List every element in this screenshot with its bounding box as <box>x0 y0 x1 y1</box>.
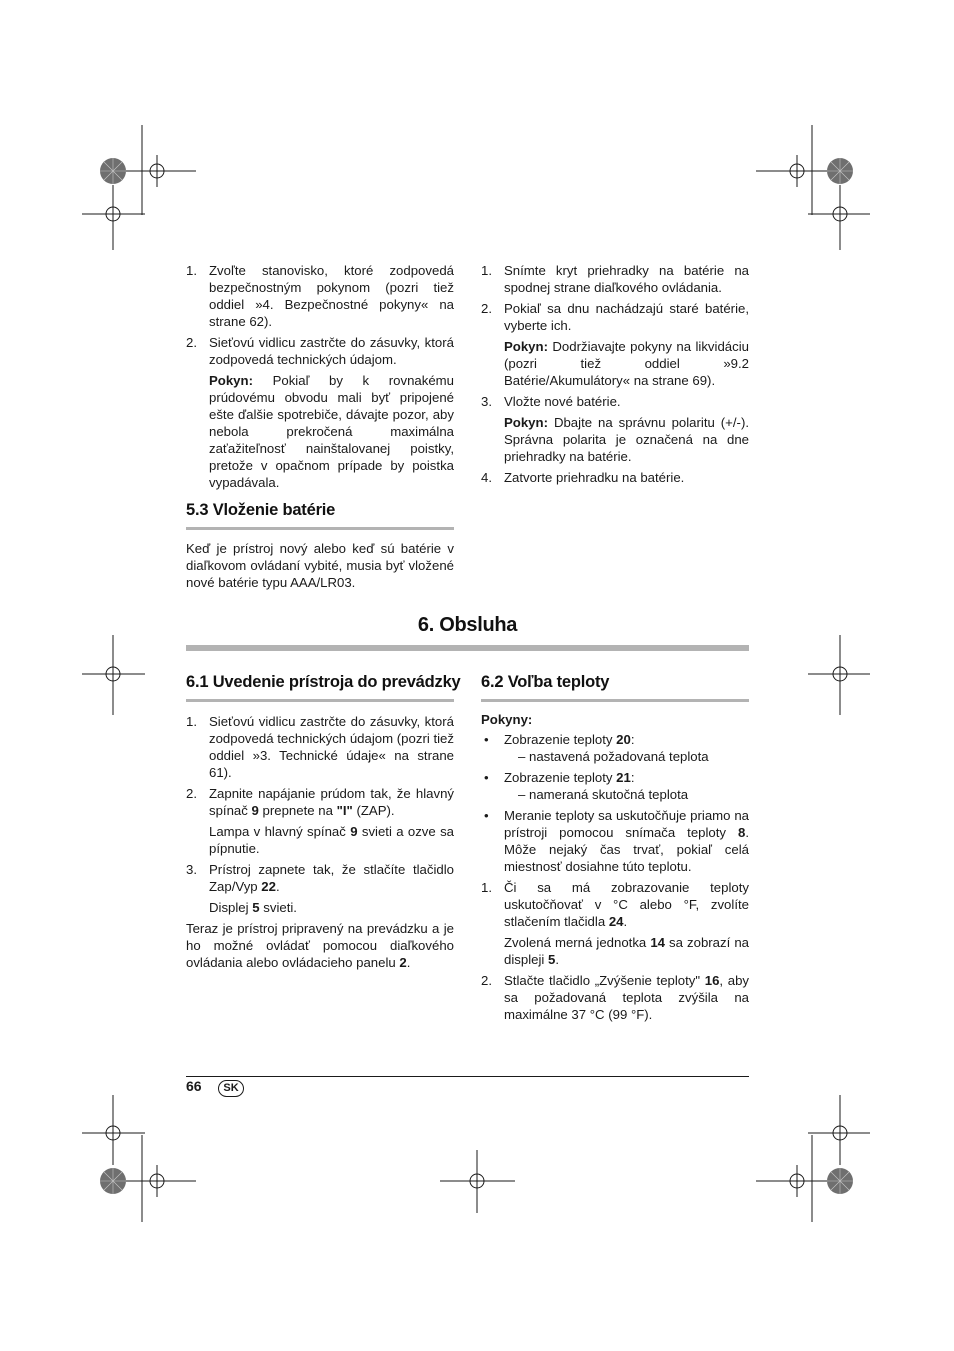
dash-item: – nastavená požadovaná teplota <box>518 749 709 764</box>
list-item: 3. Vložte nové batérie. <box>481 394 621 409</box>
list-item: 2. Zapnite napájanie prúdom tak, že hlavný spínač 9 prepnete na "I" (ZAP). <box>186 786 454 818</box>
list-item: 2. Sieťovú vidlicu zastrčte do zásuvky, ktorá zodpovedá technických údajom. <box>186 335 454 367</box>
section-rule <box>186 699 454 702</box>
note: Pokyn: Dodržiavajte pokyny na likvidáciu (pozri tiež oddiel »9.2 Batérie/Akumulátory« na strane 69). <box>504 339 749 388</box>
section-rule <box>186 527 454 530</box>
section-heading-6-1: 6.1 Uvedenie prístroja do prevádzky <box>186 673 461 691</box>
section-6-1-body <box>186 713 454 975</box>
list-item: 1. Snímte kryt priehradky na batérie na spodnej strane diaľkového ovládania. <box>481 263 749 295</box>
list-item: • Zobrazenie teploty 20: <box>484 732 635 747</box>
page-number: 66 <box>186 1078 202 1094</box>
list-item: • Meranie teploty sa uskutočňuje priamo na prístroji pomocou snímača teploty 8. Môže nejaký čas trvať, pokiaľ celá miestnosť dosiahne túto teplotu. <box>484 808 749 874</box>
list-item: 1. Zvoľte stanovisko, ktoré zodpovedá bezpečnostným pokynom (pozri tiež oddiel »4. Bezpečnostné pokyny« na strane 62). <box>186 263 454 329</box>
section-heading-6-2: 6.2 Voľba teploty <box>481 673 610 691</box>
dash-item: – nameraná skutočná teplota <box>518 787 689 802</box>
sub-text: Lampa v hlavný spínač 9 svieti a ozve sa pípnutie. <box>209 824 454 856</box>
list-item: 1. Sieťovú vidlicu zastrčte do zásuvky, ktorá zodpovedá technických údajom (pozri tiež oddiel »3. Technické údaje« na strane 61). <box>186 714 454 780</box>
list-item: 1. Či sa má zobrazovanie teploty uskutočňovať v °C alebo °F, zvolíte stlačením tlačidla 24. <box>481 880 749 929</box>
list-item: 3. Prístroj zapnete tak, že stlačíte tlačidlo Zap/Vyp 22. <box>186 862 454 894</box>
note: Pokyn: Dbajte na správnu polaritu (+/-). Správna polarita je označená na dne priehradky na batérie. <box>504 415 749 464</box>
section-rule <box>481 699 749 702</box>
language-badge: SK <box>218 1080 244 1097</box>
chapter-rule <box>186 645 749 651</box>
section-heading-5-3: 5.3 Vloženie batérie <box>186 501 336 519</box>
right-top-steps <box>481 262 749 490</box>
section-5-3-body: Keď je prístroj nový alebo keď sú batérie v diaľkovom ovládaní vybité, musia byť vložené nové batérie typu AAA/LR03. <box>186 541 454 590</box>
left-top-steps <box>186 262 454 495</box>
notes-label: Pokyny: <box>481 712 533 727</box>
bullet-icon: • <box>484 732 489 747</box>
list-item: • Zobrazenie teploty 21: <box>484 770 635 785</box>
note: Pokyn: Pokiaľ by k rovnakému prúdovému obvodu mali byť pripojené ešte ďalšie spotrebiče, dávajte pozor, aby nebola prekročená maximálna zaťažiteľnosť nainštalovanej poistky, pretože v opačnom prípade by poistka vypadávala. <box>209 373 454 490</box>
list-item: 2. Stlačte tlačidlo „Zvýšenie teploty" 16, aby sa požadovaná teplota zvýšila na maximálne 37 °C (99 °F). <box>481 973 749 1022</box>
list-item: 2. Pokiaľ sa dnu nachádzajú staré batérie, vyberte ich. <box>481 301 749 333</box>
paragraph: Teraz je prístroj pripravený na prevádzku a je ho možné ovládať pomocou diaľkového ovládania alebo ovládacieho panelu 2. <box>186 921 454 970</box>
bullet-icon: • <box>484 808 489 823</box>
list-item: 4. Zatvorte priehradku na batérie. <box>481 470 685 485</box>
footer-rule <box>186 1076 749 1077</box>
section-6-2-body <box>481 711 749 1027</box>
bullet-icon: • <box>484 770 489 785</box>
sub-text: Displej 5 svieti. <box>209 900 297 915</box>
sub-text: Zvolená merná jednotka 14 sa zobrazí na displeji 5. <box>504 935 749 967</box>
chapter-title: 6. Obsluha <box>417 614 518 636</box>
